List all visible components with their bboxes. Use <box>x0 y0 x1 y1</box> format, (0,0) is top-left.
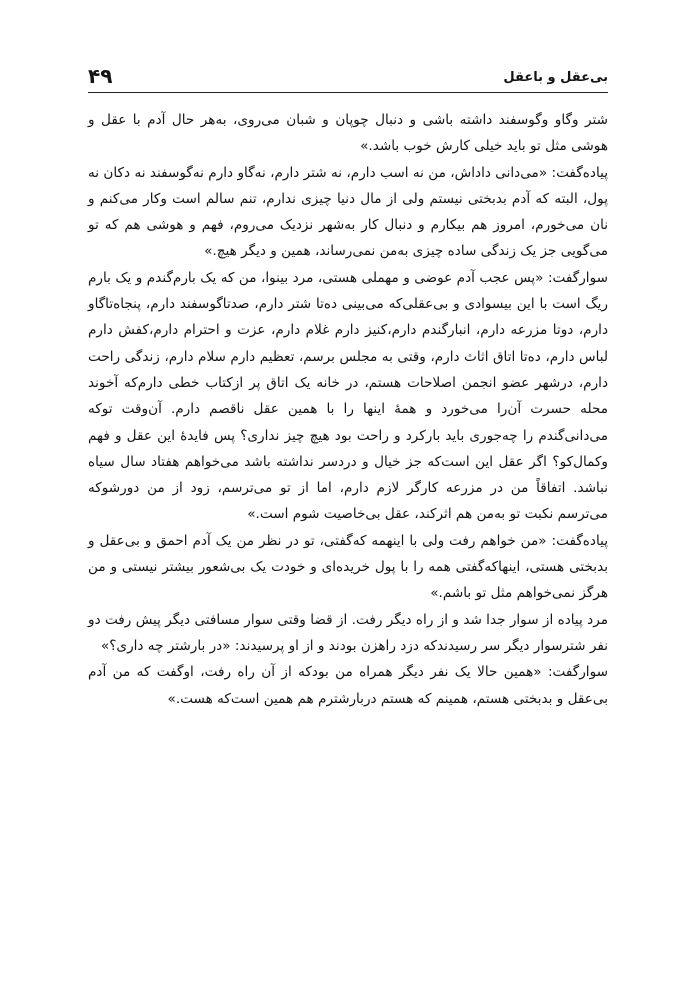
paragraph: پیاده‌گفت: «می‌دانی داداش، من نه اسب دارم، نه شتر دارم، نه‌گاو دارم نه‌گوسفند نه دکان نه پول، البته که آدم بدبختی نیستم ولی از مال دنیا چیزی ندارم، تنم سالم است وکار می‌کنم و نان می‌خورم، امروز هم بیکارم و دنبال کار به‌شهر نزدیک می‌روم، فهم و هوشی هم که تو می‌گویی جز یک زندگی ساده چیزی به‌من نمی‌رساند، همین و دیگر هیچ.» <box>88 164 608 260</box>
paragraph: سوارگفت: «همین حالا یک نفر دیگر همراه من بود‌که از آن راه رفت، اوگفت که من آدم بی‌عقل و بدبختی هستم، همینم که هستم دربارشترم هم همین است‌که هست.» <box>88 664 608 707</box>
paragraph: سوارگفت: «پس عجب آدم عوضی و مهملی هستی، مرد بینوا، من که یک بارم‌گندم و یک بارم ریگ است با این بیسوادی و بی‌عقلی‌که می‌بینی ده‌تا شتر دارم، صدتاگوسفند دارم، پنجاه‌تاگاو دارم، دوتا مزرعه دارم، انبارگندم دارم،کنیز دارم غلام دارم، عزت و احترام دارم،کفش دارم لباس دارم، ده‌تا اتاق اثاث دارم، وقتی به مجلس برسم، تعظیم دارم سلام دارم، زندگی راحت دارم، در‌شهر عضو انجمن اصلاحات هستم، در خانه یک اتاق پر از‌کتاب خطی دارم‌که آخوند محله حسرت آن‌را می‌خورد و همهٔ اینها را با همین عقل ناقصم دارم. آن‌وقت تو‌که می‌دانی‌گندم را چه‌جوری باید بارکرد و راحت بود هیچ چیز نداری؟ پس فایدهٔ این عقل و فهم وکمال‌کو؟ اگر عقل این است‌که جز خیال و دردسر نداشته باشد می‌خواهم هفتاد سال سیاه نباشد. اتفاقاً من در مزرعه کارگر لازم دارم، اما از تو می‌ترسم، زود از من دورشو‌که می‌ترسم نکبت تو به‌من هم اثرکند، عقل بی‌خاصیت شوم است.» <box>88 269 608 523</box>
running-header <box>88 62 608 93</box>
paragraph: شتر وگاو وگوسفند داشته باشی و دنبال چوپان و شبان می‌روی، به‌هر حال آدم با عقل و هوشی مثل تو باید خیلی کارش خوب باشد.» <box>88 112 608 155</box>
paragraph: پیاده‌گفت: «من خواهم رفت ولی با اینهمه که‌گفتی، تو در نظر من یک آدم احمق و بی‌عقل و بدبختی هستی، اینهاکه‌گفتی همه را با پول خریده‌ای و خودت یک بی‌شعور بیشتر نیستی و من هرگز نمی‌خواهم مثل تو باشم.» <box>88 532 608 602</box>
page-number: ۴۹ <box>88 64 113 88</box>
book-page <box>88 62 608 972</box>
paragraph: مرد پیاده از سوار جدا شد و از راه دیگر رفت. از قضا وقتی سوار مسافتی دیگر پیش رفت دو نفر شترسوار دیگر سر رسیدند‌که دزد راهزن بودند و از او پرسیدند: «در بارشتر چه داری؟» <box>88 611 608 654</box>
page-body <box>88 107 608 712</box>
chapter-title: بی‌عقل و باعقل <box>503 70 608 85</box>
